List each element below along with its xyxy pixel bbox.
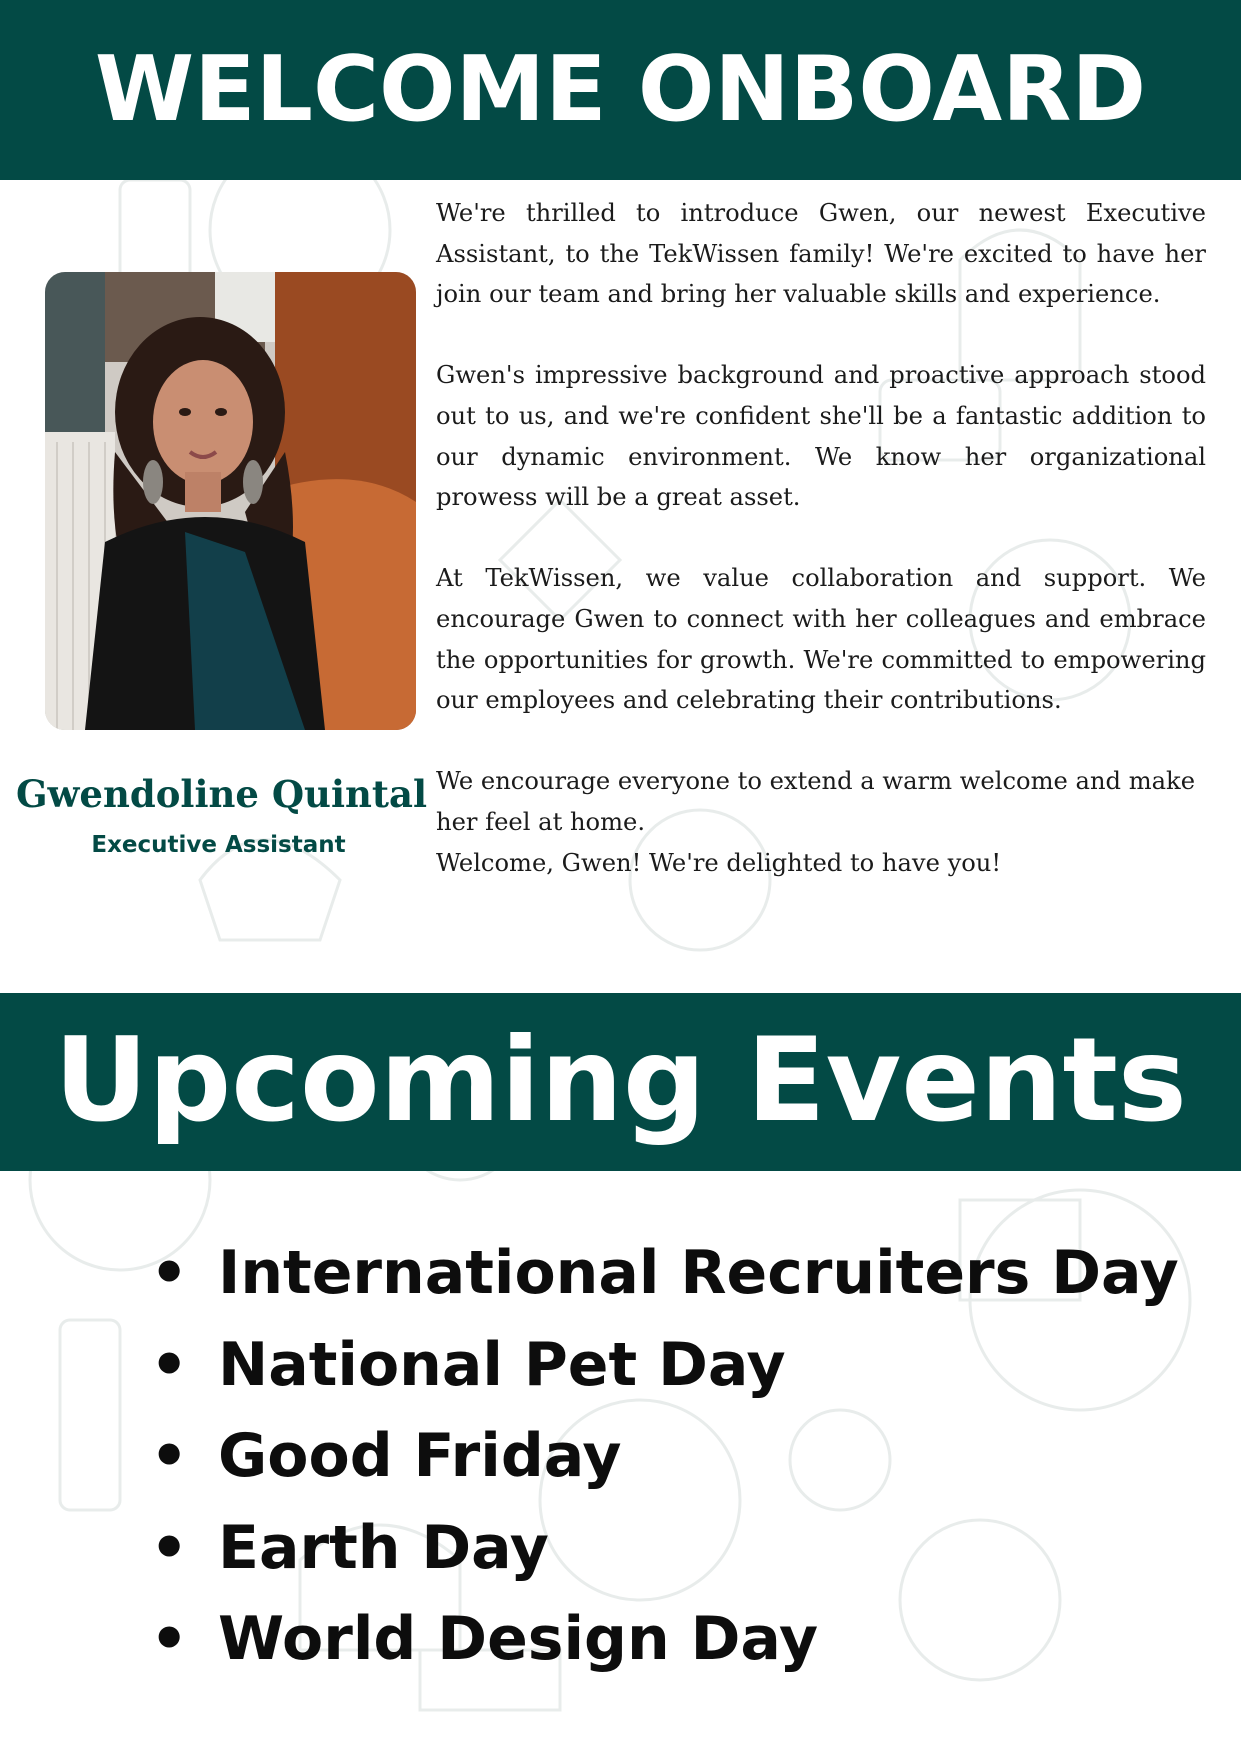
intro-paragraph: At TekWissen, we value collaboration and support. We encourage Gwen to connect with her colleagues and embrace the opportunities for growth. We're committed to empowering our employees and celebrating their contributions.: [436, 564, 1206, 715]
event-label: World Design Day: [218, 1604, 819, 1674]
employee-role: Executive Assistant: [91, 832, 346, 858]
intro-paragraph: Gwen's impressive background and proactive approach stood out to us, and we're confident she'll be a fantastic addition to our dynamic environment. We know her organizational prowess will be a great asset.: [436, 361, 1206, 512]
list-item: [150, 1503, 1179, 1595]
events-title: Upcoming Events: [54, 1013, 1187, 1148]
closing-line: Welcome, Gwen! We're delighted to have you!: [436, 848, 1002, 877]
bullet-icon: •: [150, 1604, 189, 1674]
bullet-icon: •: [150, 1512, 189, 1583]
profile-photo: [45, 272, 416, 730]
event-label: International Recruiters Day: [218, 1238, 1179, 1308]
welcome-title: WELCOME ONBOARD: [94, 37, 1147, 142]
events-list: [150, 1228, 1179, 1686]
event-label: National Pet Day: [218, 1329, 786, 1400]
event-label: Good Friday: [218, 1421, 622, 1491]
list-item: [150, 1228, 1179, 1320]
portrait-illustration: [45, 272, 416, 730]
welcome-message: [436, 193, 1206, 883]
bullet-icon: •: [150, 1421, 189, 1491]
intro-paragraph: We're thrilled to introduce Gwen, our newest Executive Assistant, to the TekWissen family! We're excited to have her join our team and bring her valuable skills and experience.: [436, 199, 1206, 309]
event-label: Earth Day: [218, 1512, 549, 1583]
employee-name: Gwendoline Quintal: [15, 772, 428, 816]
bullet-icon: •: [150, 1329, 189, 1400]
bullet-icon: •: [150, 1238, 189, 1308]
list-item: [150, 1411, 1179, 1503]
list-item: [150, 1594, 1179, 1686]
welcome-banner: [0, 0, 1241, 180]
list-item: [150, 1320, 1179, 1412]
intro-paragraph: We encourage everyone to extend a warm welcome and make her feel at home.: [436, 767, 1196, 836]
events-banner: [0, 993, 1241, 1171]
